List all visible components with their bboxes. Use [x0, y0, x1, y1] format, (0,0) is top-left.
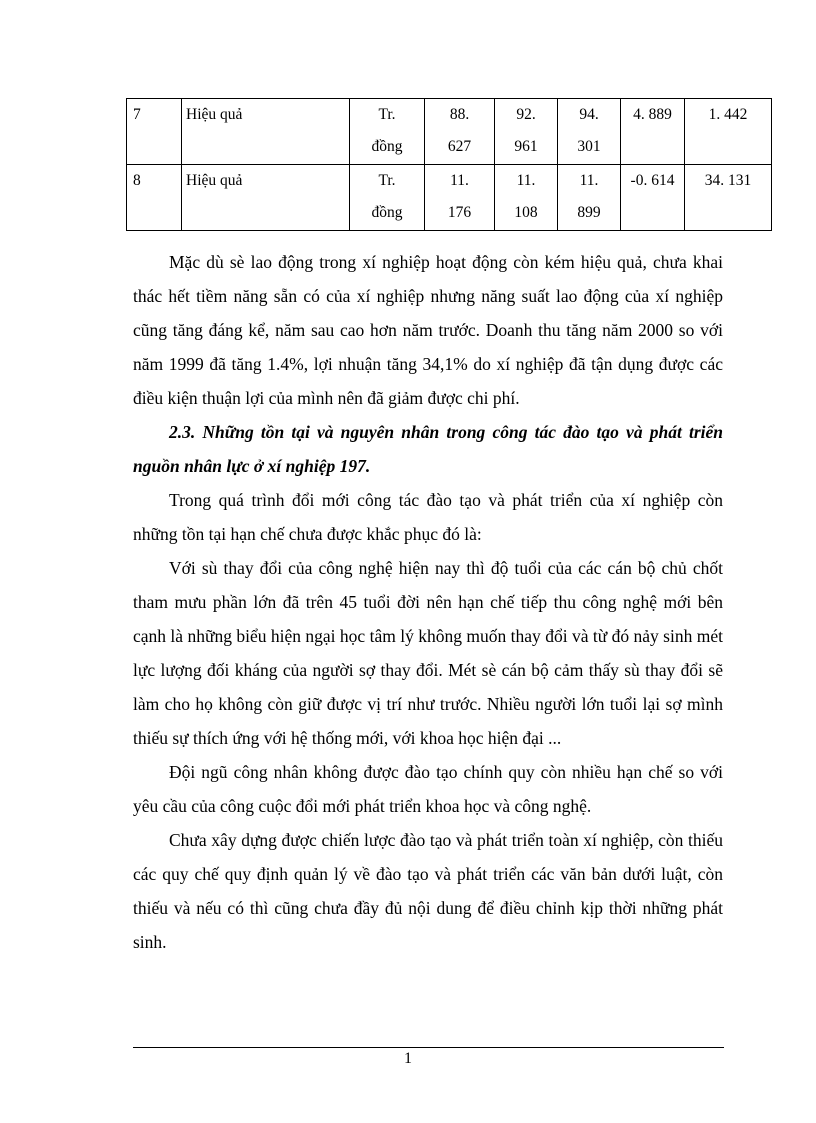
- row-change1: -0. 614: [621, 165, 685, 231]
- row-index: 8: [127, 165, 182, 231]
- row-name: Hiệu quả: [182, 165, 350, 231]
- row-year3: [558, 99, 621, 165]
- value-line-1: 11.: [450, 172, 469, 189]
- value-line-2: 176: [447, 204, 472, 221]
- value-line-2: 899: [577, 204, 601, 221]
- section-heading: 2.3. Những tồn tại và nguyên nhân trong công tác đào tạo và phát triển nguồn nhân lực ở xí nghiệp 197.: [133, 422, 723, 476]
- value-line-1: 11.: [579, 172, 599, 189]
- value-line-2: 301: [577, 138, 601, 155]
- row-change1: 4. 889: [621, 99, 685, 165]
- row-year2: [495, 165, 558, 231]
- paragraph-technology: Với sù thay đổi của công nghệ hiện nay thì độ tuổi của các cán bộ chủ chốt tham mưu phần lớn đã trên 45 tuổi đời nên hạn chế tiếp thu công nghệ mới bên cạnh là những biểu hiện ngại học tâm lý không muốn thay đổi và từ đó nảy sinh mét lực lượng đối kháng của người sợ thay đổi. Mét sè cán bộ cảm thấy sù thay đổi sẽ làm cho họ không còn giữ được vị trí như trước. Nhiều người lớn tuổi lại sợ mình thiếu sự thích ứng với hệ thống mới, với khoa học hiện đại ...: [133, 558, 723, 748]
- value-line-1: 92.: [516, 106, 536, 123]
- data-table: [126, 98, 772, 231]
- value-line-2: 961: [514, 138, 538, 155]
- unit-line-2: đồng: [371, 138, 403, 155]
- value-line-2: 627: [447, 138, 472, 155]
- unit-line-1: Tr.: [378, 172, 396, 189]
- paragraph-intro: Trong quá trình đổi mới công tác đào tạo và phát triển của xí nghiệp còn những tồn tại hạn chế chưa được khắc phục đó là:: [133, 490, 723, 544]
- row-index: 7: [127, 99, 182, 165]
- value-line-1: 88.: [449, 106, 470, 123]
- paragraph-strategy: Chưa xây dựng được chiến lược đào tạo và phát triển toàn xí nghiệp, còn thiếu các quy chế quy định quản lý về đào tạo và phát triển các văn bản dưới luật, còn thiếu và nếu có thì cũng chưa đầy đủ nội dung để điều chỉnh kịp thời những phát sinh.: [133, 830, 723, 952]
- row-year2: [495, 99, 558, 165]
- row-unit: [350, 165, 425, 231]
- row-change2: 34. 131: [685, 165, 772, 231]
- paragraph-productivity: Mặc dù sè lao động trong xí nghiệp hoạt động còn kém hiệu quả, chưa khai thác hết tiềm năng sẵn có của xí nghiệp nhưng năng suất lao động của xí nghiệp cũng tăng đáng kể, năm sau cao hơn năm trước. Doanh thu tăng năm 2000 so với năm 1999 đã tăng 1.4%, lợi nhuận tăng 34,1% do xí nghiệp đã tận dụng được các điều kiện thuận lợi của mình nên đã giảm được chi phí.: [133, 252, 723, 408]
- value-line-1: 11.: [516, 172, 536, 189]
- table-row: [127, 99, 772, 165]
- row-year3: [558, 165, 621, 231]
- value-line-1: 94.: [579, 106, 599, 123]
- row-name: Hiệu quả: [182, 99, 350, 165]
- row-change2: 1. 442: [685, 99, 772, 165]
- unit-line-1: Tr.: [378, 106, 396, 123]
- value-line-2: 108: [514, 204, 538, 221]
- unit-line-2: đồng: [371, 204, 403, 221]
- paragraph-workforce: Đội ngũ công nhân không được đào tạo chính quy còn nhiều hạn chế so với yêu cầu của công cuộc đổi mới phát triển khoa học và công nghệ.: [133, 762, 723, 816]
- row-year1: [425, 165, 495, 231]
- row-unit: [350, 99, 425, 165]
- page-number: 1: [404, 1050, 412, 1067]
- footer-divider: [133, 1047, 724, 1048]
- table-row: [127, 165, 772, 231]
- document-body: [133, 245, 723, 959]
- row-year1: [425, 99, 495, 165]
